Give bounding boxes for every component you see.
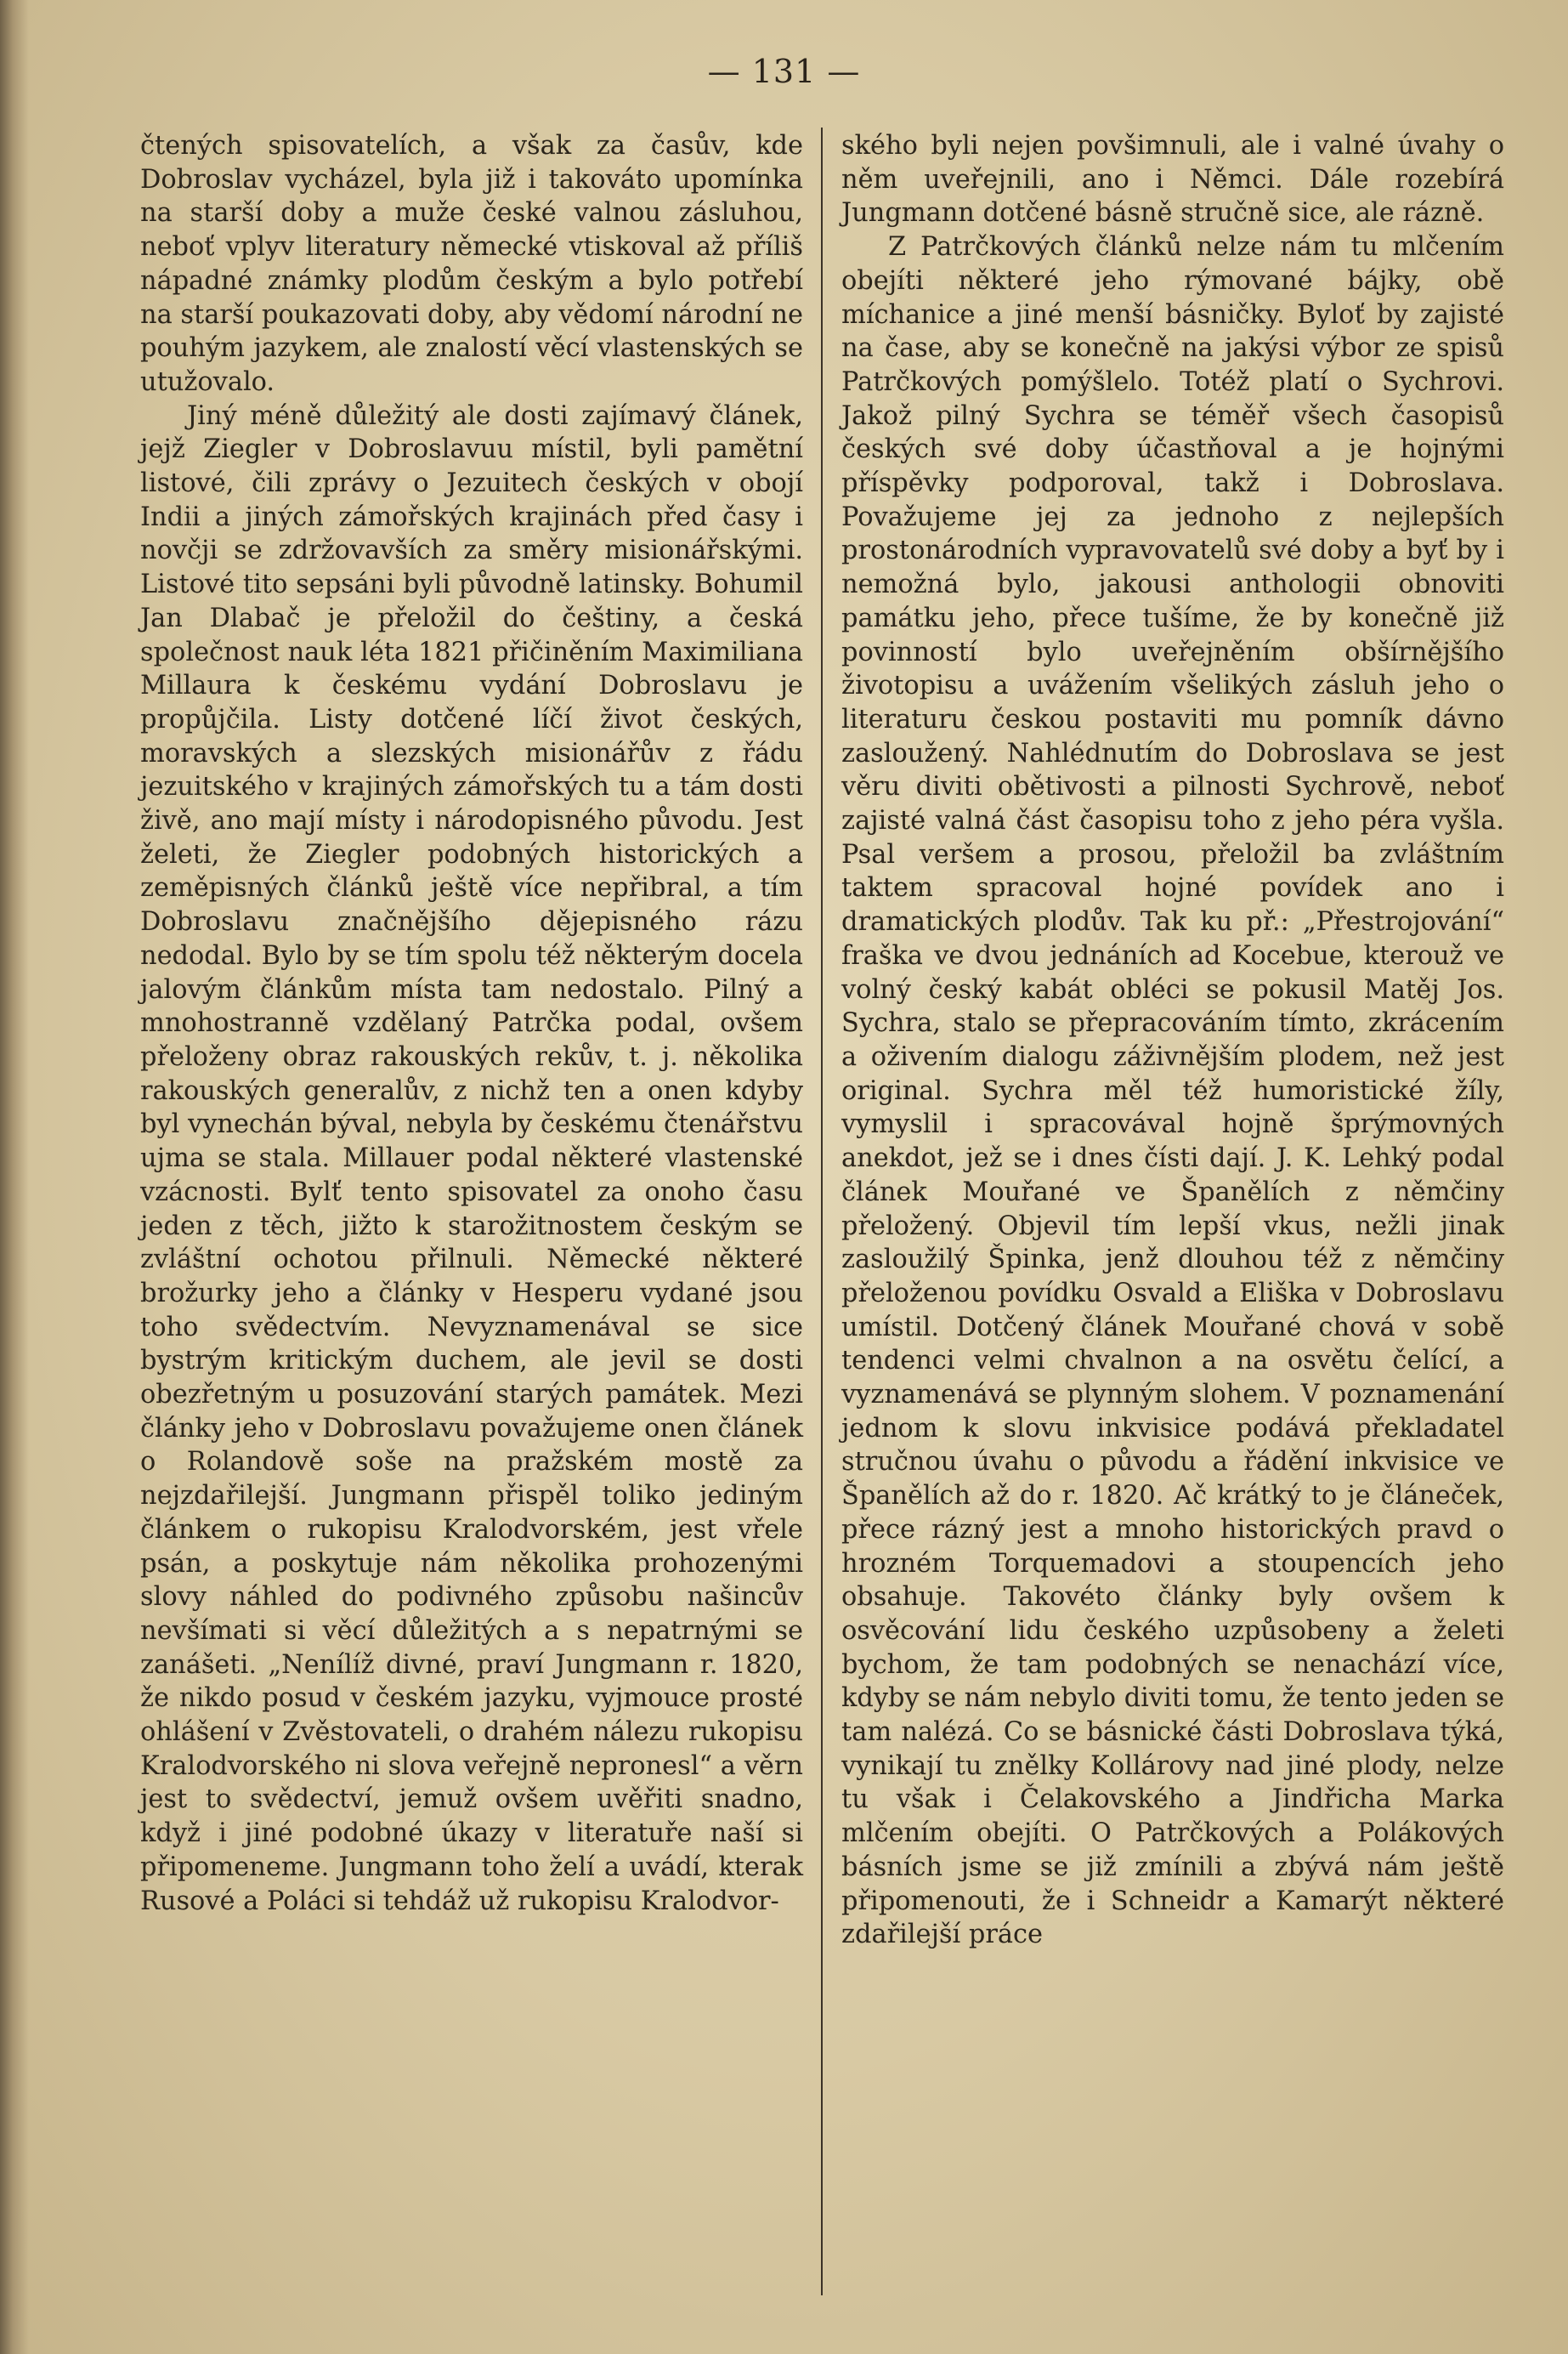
left-column	[140, 129, 803, 1918]
right-column	[841, 129, 1504, 1952]
page-number: — 131 —	[707, 53, 861, 90]
paragraph: čtených spisovatelích, a však za časův, kde Dobroslav vycházel, byla již i takováto upomínka na starší doby a muže české valnou zásluhou, neboť vplyv literatury německé vtiskoval až příliš nápadné známky plodům českým a bylo potřebí na starší poukazovati doby, aby vědomí národní ne pouhým jazykem, ale znalostí věcí vlastenských se utužovalo.	[140, 131, 803, 397]
paragraph: Jiný méně důležitý ale dosti zajímavý článek, jejž Ziegler v Dobroslavuu místil, byli pamětní listové, čili zprávy o Jezuitech českých v obojí Indii a jiných zámořských krajinách před časy i novčji se zdržovavších za směry misionářskými. Listové tito sepsáni byli původně latinsky. Bohumil Jan Dlabač je přeložil do češtiny, a česká společnost nauk léta 1821 přičiněním Maximiliana Millaura k českému vydání Dobroslavu je propůjčila. Listy dotčené líčí život českých, moravských a slezských misionářův z řádu jezuitského v krajiných zámořských tu a tám dosti živě, ano mají místy i národopisného původu. Jest želeti, že Ziegler podobných historických a zeměpisných článků ještě více nepřibral, a tím Dobroslavu značnějšího dějepisného rázu nedodal. Bylo by se tím spolu též některým docela jalovým článkům místa tam nedostalo. Pilný a mnohostranně vzdělaný Patrčka podal, ovšem přeloženy obraz rakouských rekův, t. j. několika rakouských generalův, z nichž ten a onen kdyby byl vynechán býval, nebyla by českému čtenářstvu ujma se stala. Millauer podal některé vlastenské vzácnosti. Bylť tento spisovatel za onoho času jeden z těch, jižto k starožitnostem českým se zvláštní ochotou přilnuli. Německé některé brožurky jeho a články v Hesperu vydané jsou toho svědectvím. Nevyznamenával se sice bystrým kritickým duchem, ale jevil se dosti obezřetným u posuzování starých památek. Mezi články jeho v Dobroslavu považujeme onen článek o Rolandově soše na pražském mostě za nejzdařilejší. Jungmann přispěl toliko jediným článkem o rukopisu Kralodvorském, jest vřele psán, a poskytuje nám několika prohozenými slovy náhled do podivného způsobu našincův nevšímati si věcí důležitých a s nepatrnými se zanášeti. „Nenílíž divné, praví Jungmann r. 1820, že nikdo posud v českém jazyku, vyjmouce prosté ohlášení v Zvěstovateli, o drahém nálezu rukopisu Kralodvorského ni slova veřejně nepronesl“ a věrn jest to svědectví, jemuž ovšem uvěřiti snadno, když i jiné podobné úkazy v literatuře naší si připomeneme. Jungmann toho želí a uvádí, kterak Rusové a Poláci si tehdáž už rukopisu Kralodvor-	[140, 400, 803, 1916]
paragraph: ského byli nejen povšimnuli, ale i valné úvahy o něm uveřejnili, ano i Němci. Dále rozebírá Jungmann dotčené básně stručně sice, ale rázně.	[841, 131, 1504, 229]
paragraph: Z Patrčkových článků nelze nám tu mlčením obejíti některé jeho rýmované bájky, obě míchanice a jiné menší básničky. Byloť by zajisté na čase, aby se konečně na jakýsi výbor ze spisů Patrčkových pomýšlelo. Totéž platí o Sychrovi. Jakož pilný Sychra se téměř všech časopisů českých své doby účastňoval a je hojnými příspěvky podporoval, takž i Dobroslava. Považujeme jej za jednoho z nejlepších prostonárodních vypravovatelů své doby a byť by i nemožná bylo, jakousi anthologii obnoviti památku jeho, přece tušíme, že by konečně již povinností bylo uveřejněním obšírnějšího životopisu a uvážením všelikých zásluh jeho o literaturu českou postaviti mu pomník dávno zasloužený. Nahlédnutím do Dobroslava se jest věru diviti obětivosti a pilnosti Sychrově, neboť zajisté valná část časopisu toho z jeho péra vyšla. Psal veršem a prosou, přeložil ba zvláštním taktem spracoval hojné povídek ano i dramatických plodův. Tak ku př.: „Přestrojování“ fraška ve dvou jednáních ad Kocebue, kterouž ve volný český kabát obléci se pokusil Matěj Jos. Sychra, stalo se přepracováním tímto, zkrácením a oživením dialogu záživnějším plodem, než jest original. Sychra měl též humoristické žíly, vymyslil i spracovával hojně šprýmovných anekdot, jež se i dnes čísti dají. J. K. Lehký podal článek Mouřané ve Španělích z němčiny přeložený. Objevil tím lepší vkus, nežli jinak zasloužilý Špinka, jenž dlouhou též z němčiny přeloženou povídku Osvald a Eliška v Dobroslavu umístil. Dotčený článek Mouřané chová v sobě tendenci velmi chvalnon a na osvětu čelící, a vyznamenává se plynným slohem. V poznamenání jednom k slovu inkvisice podává překladatel stručnou úvahu o původu a řádění inkvisice ve Španělích až do r. 1820. Ač krátký to je článeček, přece rázný jest a mnoho historických pravd o hrozném Torquemadovi a stoupencích jeho obsahuje. Takovéto články byly ovšem k osvěcování lidu českého uzpůsobeny a želeti bychom, že tam podobných se nenachází více, kdyby se nám nebylo diviti tomu, že tento jeden se tam nalézá. Co se básnické části Dobroslava týká, vynikají tu znělky Kollárovy nad jiné plody, nelze tu však i Čelakovského a Jindřicha Marka mlčením obejíti. O Patrčkových a Polákových básních jsme se již zmínili a zbývá nám ještě připomenouti, že i Schneidr a Kamarýt některé zdařilejší práce	[841, 232, 1504, 1950]
column-divider	[821, 128, 823, 2295]
binding-shadow	[0, 0, 29, 2354]
